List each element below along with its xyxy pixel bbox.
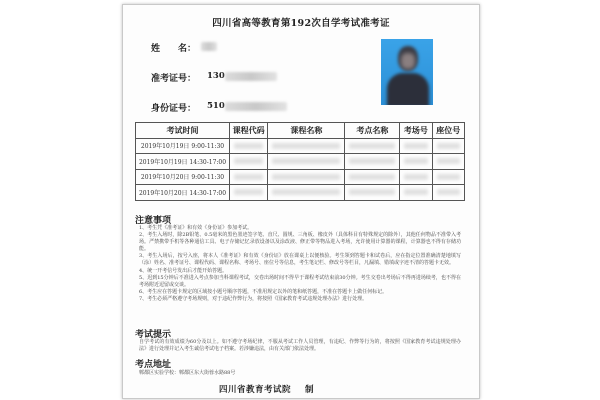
header-seat-no: 座位号: [432, 123, 464, 139]
notice-item: 5、迟到15分钟后不准进入考点参加当科课程考试，交卷出场时间不得早于课程考试结束前30分钟。考生交卷出考场后不得再进场续考，也不得在考场附近逗留或交谈。: [139, 274, 461, 288]
notice-body: [139, 225, 461, 303]
header-room-no: 考场号: [400, 123, 432, 139]
candidate-photo: [381, 39, 433, 105]
issuer-name: 四川省教育考试院: [219, 385, 292, 395]
exam-schedule-table: [135, 122, 465, 201]
venue-heading: 考点地址: [135, 360, 172, 370]
exam-time-cell: 2019年10月20日 14:30-17:00: [136, 185, 230, 201]
notice-item: 7、考生必须严格遵守考场规则，对于违纪作弊行为，将按照《国家教育考试违规处理办法》进行处理。: [139, 295, 368, 302]
table-row: [136, 154, 465, 170]
admission-ticket: [122, 4, 480, 399]
ticket-number-label: 准考证号：: [151, 74, 197, 84]
id-number-value: 510: [207, 101, 225, 111]
issuer-footer: [219, 383, 314, 395]
id-number-label: 身份证号：: [151, 104, 197, 114]
notice-item: 1、考生凭《准考证》和有效《身份证》参加考试。: [139, 225, 253, 231]
header-course-name: 课程名称: [268, 123, 345, 139]
tips-body: 自学考试的有效成绩为60分及以上。如不遵守考场纪律，不服从考试工作人员管理，有违纪、作弊等行为的，将按照《国家教育考试违规处理办法》进行处理并记入考生诚信考试电子档案。若涉嫌违法，由有关部门依法处理。: [139, 339, 461, 353]
header-venue-name: 考点名称: [345, 123, 400, 139]
notice-item: 6、考生应在答题卡规定的区域按小题号顺序答题，不准用规定以外的笔和纸答题，不准在答题卡上做任何标记。: [139, 288, 388, 295]
venue-address: 郫都区实验学校：郫都区东大街蓉水路88号: [139, 370, 236, 376]
header-exam-time: 考试时间: [136, 123, 230, 139]
table-row: [136, 185, 465, 201]
ticket-number-value: 130: [207, 71, 225, 81]
notice-item: 4、统一开考信号发出后才能开始答题。: [139, 267, 228, 274]
header-course-code: 课程代码: [230, 123, 268, 139]
id-number-redacted: [225, 102, 287, 111]
tips-heading: 考试提示: [135, 330, 172, 340]
document-title: 四川省高等教育第192次自学考试准考证: [212, 18, 390, 29]
notice-item: 2、考生入场时，除2B铅笔、0.5毫米的黑色墨迹签字笔、直尺、圆规、三角板、橡皮外（具体科目有特殊规定的除外），其他任何物品不准带入考场。严禁携带手机等各种通信工具、电子存储记忆录放设备以及涂改液、修正带等物品进入考场，允许使用计算器的课程，计算器也不得有存储功能。: [139, 232, 461, 253]
name-redacted: [201, 42, 217, 51]
exam-time-cell: 2019年10月19日 14:30-17:00: [136, 154, 230, 170]
exam-time-cell: 2019年10月20日 9:00-11:30: [136, 169, 230, 185]
ticket-number-redacted: [225, 72, 277, 81]
notice-item: 3、考生入场后，按号入座，将本人《准考证》和有效《身份证》放在课桌上以便核验。考生领到答题卡和试卷后，应在指定位置准确清楚地填写（涂）姓名、准考证号、课程代码、课程名称、考场号、座位号等信息，考生笔记栏、修改号等栏目，凡漏填、错填或字迹不清的答题卡无效。: [139, 253, 461, 267]
notice-heading: 注意事项: [135, 216, 172, 226]
table-row: [136, 169, 465, 185]
name-label: 姓 名：: [151, 44, 197, 54]
issuer-suffix: 制: [305, 385, 315, 395]
table-row: [136, 138, 465, 154]
exam-time-cell: 2019年10月19日 9:00-11:30: [136, 138, 230, 154]
